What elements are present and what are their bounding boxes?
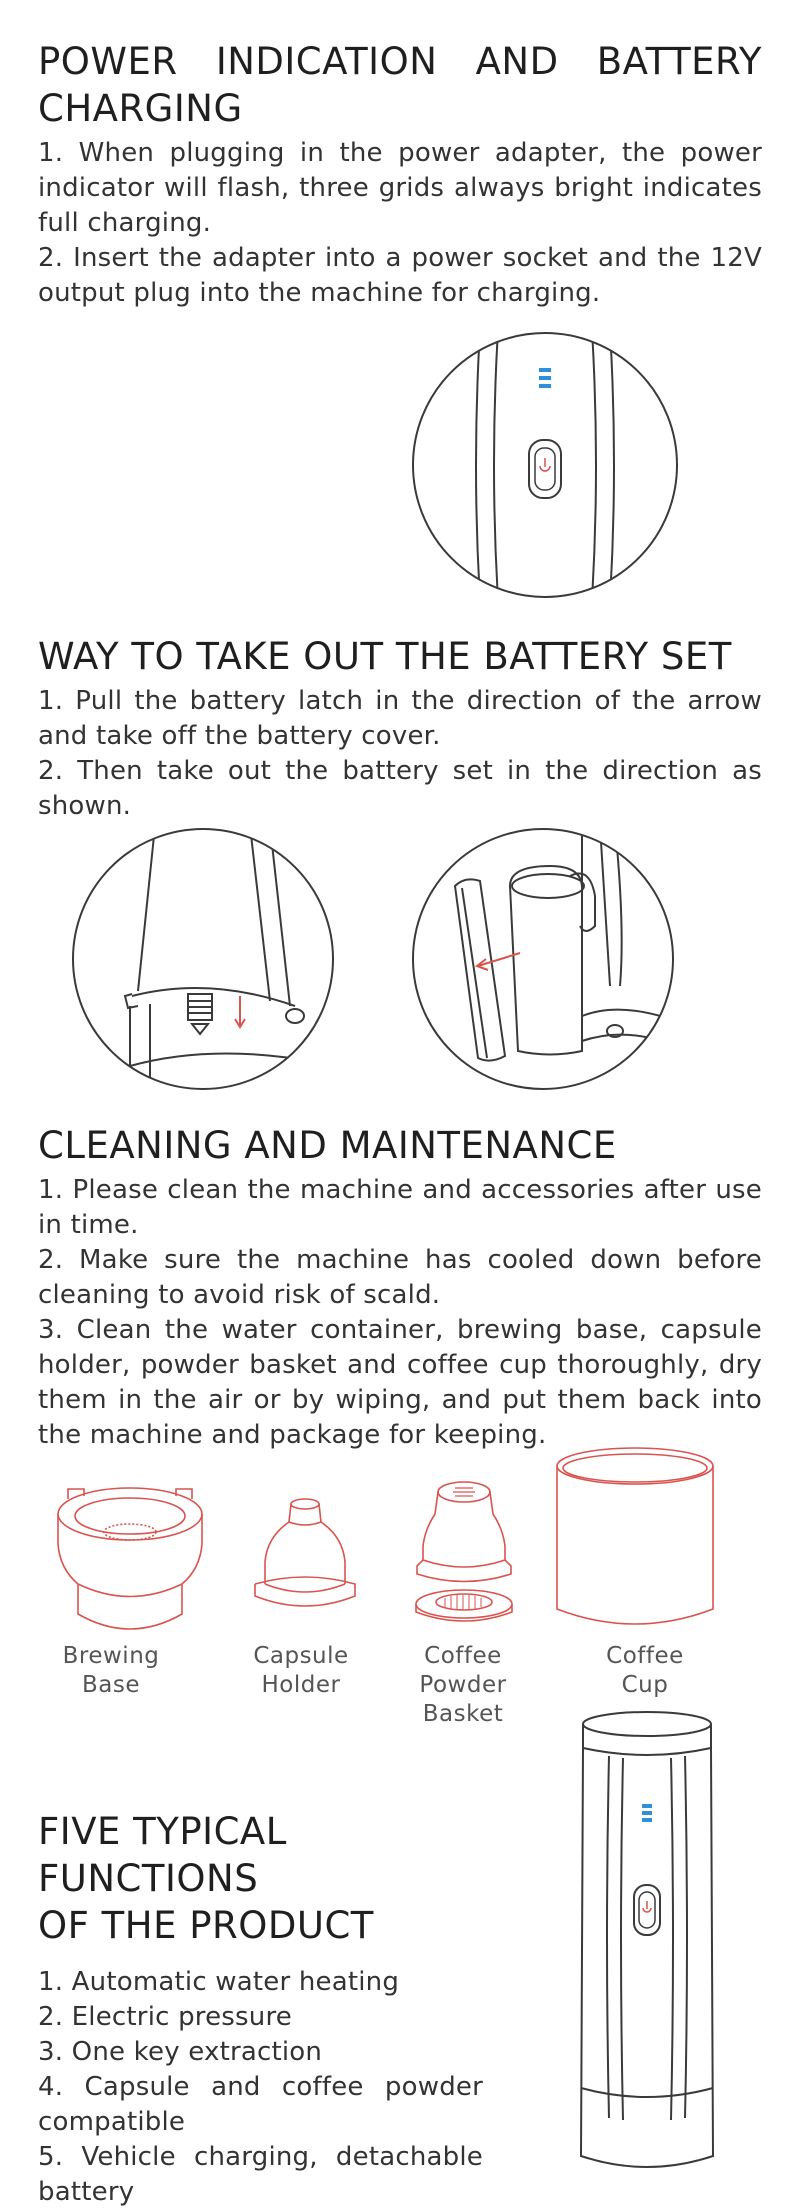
cleaning-item-3: 3. Clean the water container, brewing base, capsule holder, powder basket and coffee cup thoroughly, dry them in the air or by wiping, and put them back into the machine and package for keeping. [38,1315,762,1450]
accessory-label-coffee-powder-basket [390,1642,536,1729]
cleaning-item-2: 2. Make sure the machine has cooled down before cleaning to avoid risk of scald. [38,1245,762,1310]
cleaning-section [38,1122,762,1453]
label-line: Cup [621,1672,669,1698]
accessory-label-capsule-holder [228,1642,374,1700]
label-line: Holder [261,1672,341,1698]
battery-section-title: WAY TO TAKE OUT THE BATTERY SET [38,635,732,678]
brewing-base-illustration [48,1474,213,1644]
accessory-label-brewing-base [38,1642,184,1700]
label-line: Powder [419,1672,507,1698]
function-item-3: 3. One key extraction [38,2037,323,2067]
battery-item-1: 1. Pull the battery latch in the direction of the arrow and take off the battery cover. [38,686,762,751]
power-section [38,38,762,311]
accessory-label-coffee-cup [572,1642,718,1700]
functions-section [38,1808,498,2210]
coffee-cup-illustration [550,1444,720,1634]
functions-title-line-1: FIVE TYPICAL FUNCTIONS [38,1810,287,1900]
label-line: Capsule [253,1643,349,1669]
coffee-machine-illustration [575,1708,720,2178]
functions-section-title [38,1808,498,1949]
label-line: Coffee [424,1643,502,1669]
function-item-4: 4. Capsule and coffee powder compatible [38,2072,483,2137]
capsule-holder-illustration [245,1492,365,1622]
label-line: Basket [422,1701,504,1727]
function-item-5: 5. Vehicle charging, detachable battery [38,2142,483,2207]
functions-title-line-2: OF THE PRODUCT [38,1904,374,1947]
battery-section [38,633,762,824]
power-item-1: 1. When plugging in the power adapter, the power indicator will flash, three grids always bright indicates full charging. [38,138,762,238]
label-line: Coffee [606,1643,684,1669]
function-item-2: 2. Electric pressure [38,2002,292,2032]
battery-removal-illustration [410,826,676,1092]
power-section-title: POWER INDICATION AND BATTERY CHARGING [38,40,762,130]
label-line: Base [81,1672,140,1698]
cleaning-item-1: 1. Please clean the machine and accessories after use in time. [38,1175,762,1240]
coffee-powder-basket-illustration [405,1474,523,1634]
power-indicator-illustration [410,330,680,600]
power-item-2: 2. Insert the adapter into a power socket and the 12V output plug into the machine for charging. [38,243,762,308]
label-line: Brewing [62,1643,160,1669]
function-item-1: 1. Automatic water heating [38,1967,400,1997]
battery-item-2: 2. Then take out the battery set in the direction as shown. [38,756,762,821]
cleaning-section-title: CLEANING AND MAINTENANCE [38,1124,617,1167]
functions-list [38,1965,483,2210]
battery-latch-illustration [70,826,336,1092]
